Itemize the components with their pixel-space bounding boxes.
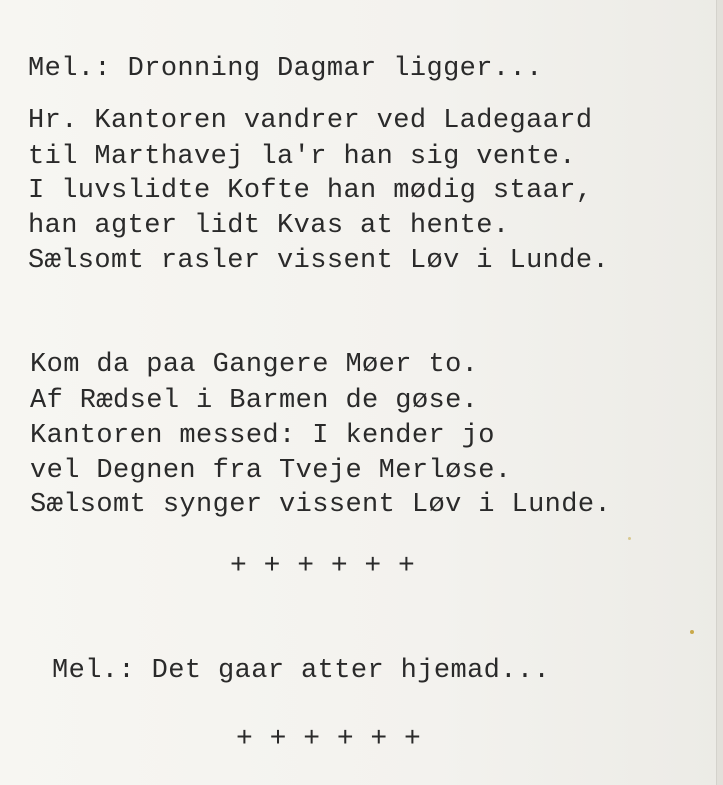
stanza-2-line-1: Kom da paa Gangere Møer to. bbox=[30, 350, 479, 380]
stanza-1-line-4: han agter lidt Kvas at hente. bbox=[28, 211, 510, 241]
paper-speck bbox=[628, 537, 631, 540]
stanza-2-line-4: vel Degnen fra Tveje Merløse. bbox=[30, 456, 512, 486]
paper-speck bbox=[690, 630, 694, 634]
stanza-2-line-2: Af Rædsel i Barmen de gøse. bbox=[30, 386, 479, 416]
stanza-1-line-3: I luvslidte Kofte han mødig staar, bbox=[28, 176, 593, 206]
melody-line-1: Mel.: Dronning Dagmar ligger... bbox=[28, 54, 543, 84]
melody-line-2: Mel.: Det gaar atter hjemad... bbox=[52, 656, 551, 686]
stanza-1-line-5: Sælsomt rasler vissent Løv i Lunde. bbox=[28, 246, 610, 276]
stanza-1-line-1: Hr. Kantoren vandrer ved Ladegaard bbox=[28, 106, 593, 136]
separator-crosses-1: + + + + + + bbox=[230, 551, 415, 582]
stanza-1-line-2: til Marthavej la'r han sig vente. bbox=[28, 142, 576, 172]
stanza-2-line-5: Sælsomt synger vissent Løv i Lunde. bbox=[30, 490, 612, 520]
separator-crosses-2: + + + + + + bbox=[236, 724, 421, 755]
stanza-2-line-3: Kantoren messed: I kender jo bbox=[30, 421, 495, 451]
paper-edge bbox=[716, 0, 723, 785]
